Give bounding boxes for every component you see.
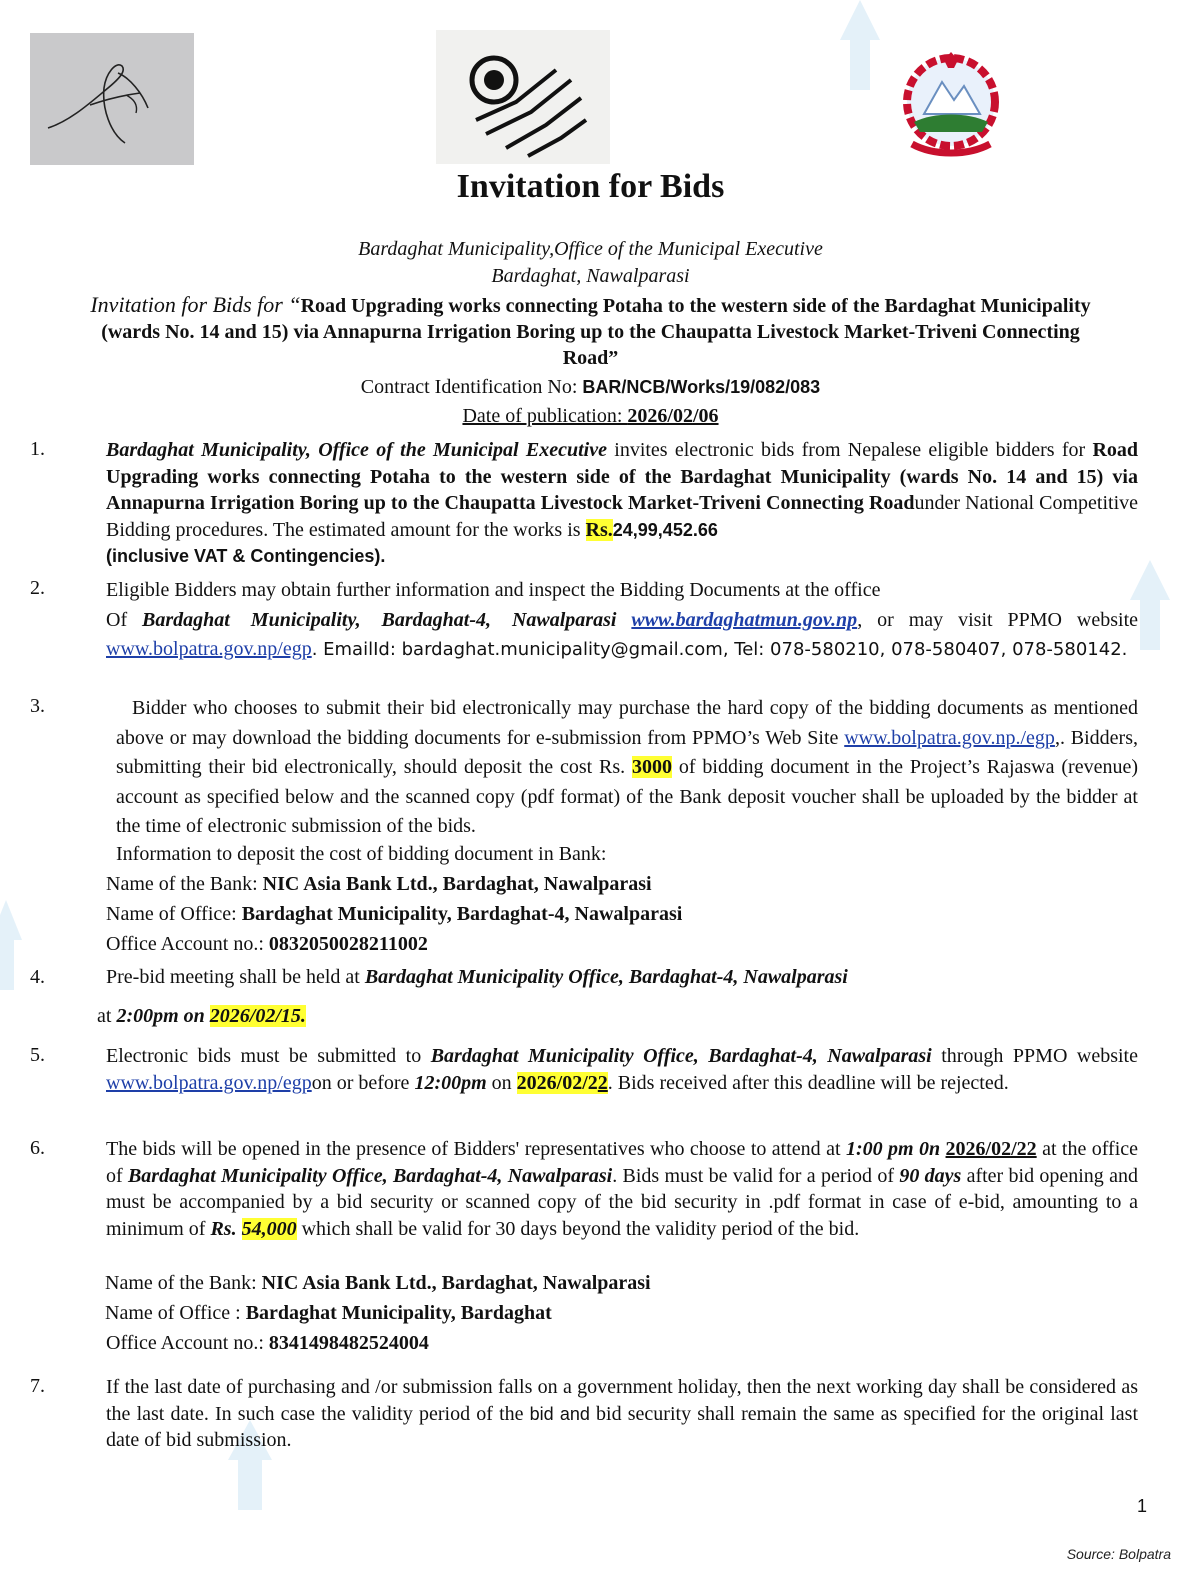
- municipality-website-link[interactable]: www.bardaghatmun.gov.np: [631, 608, 858, 631]
- item-number: 6.: [30, 1137, 45, 1159]
- seal-icon: [436, 30, 610, 164]
- account-number: 0832050028211002: [268, 933, 428, 955]
- currency: Rs.: [210, 1217, 237, 1240]
- text-run: . Bids must be valid for a period of: [612, 1164, 900, 1187]
- text-run: Electronic bids must be submitted to: [106, 1045, 431, 1067]
- page-title: Invitation for Bids: [456, 168, 725, 205]
- bank-name: NIC Asia Bank Ltd., Bardaghat, Nawalparasi: [261, 1272, 651, 1294]
- ifb-prefix: Invitation for Bids for “: [90, 292, 301, 317]
- amount-note: (inclusive VAT & Contingencies).: [106, 546, 386, 566]
- text-run: ,. Bidders, submitting their bid electronically, should deposit the cost Rs.: [116, 726, 1138, 779]
- signature-icon: [30, 33, 194, 165]
- text-run: which shall be valid for 30 days beyond the validity period of the bid.: [296, 1217, 860, 1240]
- office-address: Bardaghat Municipality, Bardaghat-4, Nawalparasi: [142, 608, 617, 631]
- page-number: 1: [1136, 1496, 1147, 1516]
- bank-label: Name of the Bank:: [105, 1272, 262, 1294]
- municipality-seal: [436, 30, 610, 164]
- submission-deadline-end: 2: [597, 1071, 608, 1094]
- contract-label: Contract Identification No:: [360, 376, 583, 398]
- text-run: Bidder who chooses to submit their bid electronically may purchase the hard copy of the bidding documents as mentioned above or may download the bidding documents for e-submission from PPMO’s Web Site: [116, 697, 1138, 749]
- text-run: invites electronic bids from Nepalese eligible bidders for: [606, 439, 1093, 461]
- text-run: under National Competitive Bidding procedures. The estimated amount for the works is: [106, 492, 1139, 541]
- office-name: Bardaghat Municipality, Office of the Municipal Executive: [106, 439, 607, 461]
- bolpatra-egp-link[interactable]: www.bolpatra.gov.np/egp: [106, 1071, 312, 1094]
- text-run: . Bids received after this deadline will be rejected.: [607, 1071, 1009, 1094]
- account-number: 8341498482524004: [268, 1332, 429, 1354]
- bank-info-intro: Information to deposit the cost of bidding document in Bank:: [116, 843, 607, 865]
- submission-deadline: 2026/02/2: [516, 1071, 598, 1094]
- project-name: Road Upgrading works connecting Potaha to the western side of the Bardaghat Municipality (wards No. 14 and 15) via Annapurna Irrigation Boring up to the Chaupatta Livestock Market-Triveni Connecting Road: [106, 439, 1139, 514]
- text-run: bid and: [529, 1403, 590, 1424]
- project-name-line-3: Road”: [562, 347, 619, 369]
- text-run: of bidding document in the Project’s Rajaswa (revenue) account as specified below and the scanned copy (pdf format) of the Bank deposit voucher shall be uploaded by the bidder at the time of electronic submission of the bids.: [116, 756, 1138, 838]
- text-run: The bids will be opened in the presence of Bidders' representatives who choose to attend at: [106, 1138, 846, 1160]
- item-7-text: [106, 1374, 1138, 1454]
- publication-label: Date of publication:: [462, 405, 628, 427]
- item-number: 4.: [30, 966, 45, 988]
- item-2-text: [106, 576, 1138, 665]
- pre-bid-time: [97, 1005, 306, 1028]
- item-3-text: [116, 694, 1138, 842]
- bank-name: NIC Asia Bank Ltd., Bardaghat, Nawalparasi: [262, 873, 652, 895]
- meeting-time: 2:00pm on: [116, 1005, 210, 1027]
- bank-label: Name of the Bank:: [106, 873, 263, 895]
- currency-highlight: Rs.: [585, 518, 613, 541]
- item-5-text: [106, 1043, 1138, 1096]
- office-name: Bardaghat Municipality, Bardaghat: [245, 1302, 552, 1324]
- contact-info: . EmailId: bardaghat.municipality@gmail.com, Tel: 078-580210, 078-580407, 078-580142.: [311, 639, 1128, 660]
- office-line-2: Bardaghat, Nawalparasi: [491, 265, 690, 287]
- text-run: on: [486, 1071, 517, 1094]
- text-run: If the last date of purchasing and /or submission falls on a government holiday, then the next working day shall be considered as the last date. In such case the validity period of the: [106, 1376, 1138, 1425]
- item-number: 5.: [30, 1044, 45, 1066]
- submission-venue: Bardaghat Municipality Office, Bardaghat-4, Nawalparasi: [430, 1045, 932, 1067]
- bolpatra-link[interactable]: www.bolpatra.gov.np./egp: [844, 726, 1055, 749]
- office-label: Name of Office :: [105, 1302, 246, 1324]
- nepal-emblem: [884, 52, 1018, 160]
- item-number: 3.: [30, 695, 45, 717]
- source-label: Source: Bolpatra: [1066, 1546, 1171, 1562]
- office-address: , Bardaghat-4, Nawalparasi: [446, 903, 683, 925]
- publication-date: [0, 405, 1181, 428]
- text-run: Of: [106, 608, 143, 631]
- item-1-text: [106, 437, 1138, 570]
- account-label: Office Account no.:: [106, 933, 269, 955]
- contract-number: BAR/NCB/Works/19/082/083: [582, 377, 821, 397]
- account-row: [106, 933, 428, 956]
- item-6-text: [106, 1136, 1138, 1242]
- text-run: Eligible Bidders may obtain further information and inspect the Bidding Documents at the office: [106, 579, 881, 601]
- validity-period: 90 days: [899, 1164, 962, 1187]
- text-run: , or may visit PPMO website: [857, 608, 1138, 631]
- text-run: at: [97, 1005, 117, 1027]
- bank-name-row: [106, 873, 652, 896]
- item-number: 2.: [30, 577, 45, 599]
- project-name-line-1: Road Upgrading works connecting Potaha to the western side of the Bardaghat Municipality: [300, 295, 1091, 317]
- office-label: Name of Office:: [106, 903, 242, 925]
- office-name-row: [105, 1302, 552, 1325]
- text-run: after bid opening and must be accompanied by a bid security or scanned copy of the bid security in .pdf format in case of e-bid, amounting to a minimum of: [106, 1164, 1138, 1240]
- estimated-amount: 24,99,452.66: [612, 519, 718, 540]
- contract-id: [0, 376, 1181, 399]
- ppmo-website-link[interactable]: www.bolpatra.gov.np/egp: [106, 638, 312, 660]
- text-run: on or before: [311, 1071, 415, 1094]
- opening-time: 1:00 pm 0n: [845, 1138, 941, 1160]
- project-heading: [0, 292, 1181, 371]
- item-number: 7.: [30, 1375, 45, 1397]
- item-4-text: [106, 966, 848, 989]
- office-name-row: [106, 903, 682, 926]
- meeting-date: 2026/02/15.: [209, 1005, 306, 1027]
- opening-date: 2026/02/22: [945, 1138, 1037, 1160]
- office-name: Bardaghat Municipality: [241, 903, 447, 925]
- document-cost: 3000: [632, 756, 673, 779]
- bid-security-amount: 54,000: [241, 1217, 297, 1240]
- project-name-line-2: (wards No. 14 and 15) via Annapurna Irrigation Boring up to the Chaupatta Livestock Market-Triveni Connecting: [101, 321, 1080, 343]
- text-run: bid security shall remain the same as specified for the original last date of bid submission.: [106, 1402, 1139, 1451]
- account-label: Office Account no.:: [106, 1332, 269, 1354]
- item-number: 1.: [30, 438, 45, 460]
- opening-venue: Bardaghat Municipality Office, Bardaghat-4, Nawalparasi: [127, 1164, 613, 1187]
- text-run: Pre-bid meeting shall be held at: [106, 966, 365, 988]
- publication-date-value: 2026/02/06: [627, 405, 719, 427]
- office-line-1: Bardaghat Municipality,Office of the Municipal Executive: [358, 238, 823, 260]
- meeting-venue: Bardaghat Municipality Office, Bardaghat-4, Nawalparasi: [364, 966, 848, 988]
- account-row: [106, 1332, 429, 1355]
- bank-name-row: [105, 1272, 651, 1295]
- text-run: through PPMO website: [931, 1045, 1138, 1067]
- submission-time: 12:00pm: [414, 1071, 487, 1094]
- text-run: at the office of: [106, 1138, 1139, 1187]
- signature-image: [30, 33, 194, 165]
- emblem-icon: [884, 52, 1018, 160]
